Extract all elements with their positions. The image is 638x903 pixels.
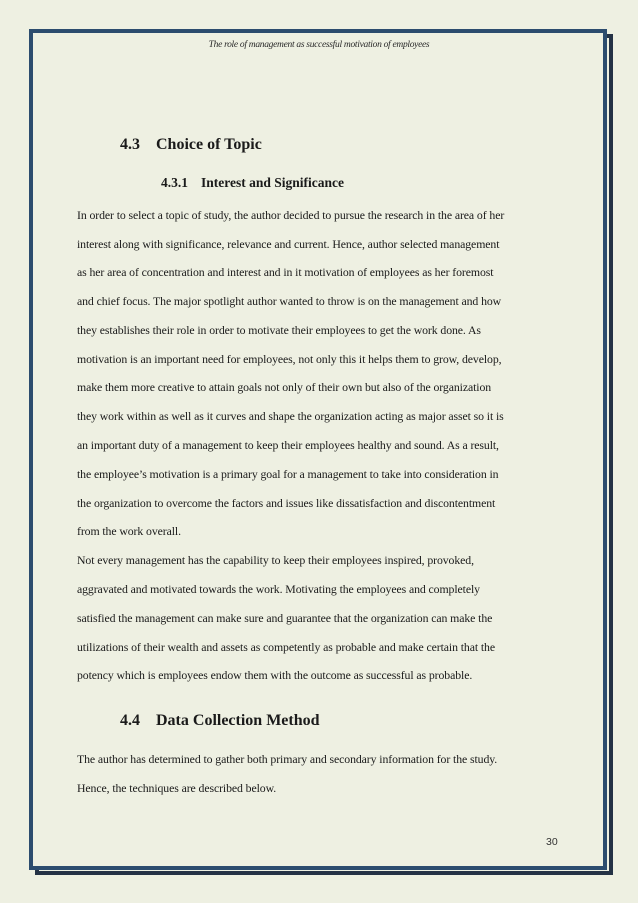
section-title: Data Collection Method — [156, 712, 320, 729]
body-line: the organization to overcome the factors and issues like dissatisfaction and discontentment — [77, 496, 496, 510]
body-line: Hence, the techniques are described below. — [77, 781, 277, 795]
body-line: satisfied the management can make sure and guarantee that the organization can make the — [77, 611, 493, 625]
body-line: potency which is employees endow them with the outcome as successful as probable. — [77, 668, 473, 682]
body-line: from the work overall. — [77, 524, 181, 538]
subsection-number: 4.3.1 — [161, 175, 188, 190]
body-line: utilizations of their wealth and assets as competently as probable and make certain that the — [77, 640, 495, 654]
body-line: an important duty of a management to keep their employees healthy and sound. As a result, — [77, 438, 499, 452]
body-line: the employee’s motivation is a primary goal for a management to take into consideration in — [77, 467, 499, 481]
body-line: they establishes their role in order to motivate their employees to get the work done. As — [77, 323, 481, 337]
body-line: In order to select a topic of study, the author decided to pursue the research in the area of her — [77, 208, 505, 222]
section-number: 4.4 — [120, 712, 140, 729]
body-line: The author has determined to gather both primary and secondary information for the study. — [77, 752, 498, 766]
section-title: Choice of Topic — [156, 136, 262, 153]
body-line: make them more creative to attain goals not only of their own but also of the organization — [77, 380, 492, 394]
body-line: as her area of concentration and interest and in it motivation of employees as her foremost — [77, 265, 494, 279]
body-line: motivation is an important need for employees, not only this it helps them to grow, develop, — [77, 352, 502, 366]
section-heading-4-4 — [120, 712, 320, 730]
body-line: and chief focus. The major spotlight author wanted to throw is on the management and how — [77, 294, 502, 308]
section-number: 4.3 — [120, 136, 140, 153]
subsection-heading-4-3-1 — [161, 175, 344, 191]
page-number: 30 — [546, 836, 558, 848]
body-line: they work within as well as it curves and shape the organization acting as major asset so it is — [77, 409, 504, 423]
body-line: interest along with significance, relevance and current. Hence, author selected management — [77, 237, 500, 251]
section-heading-4-3 — [120, 136, 262, 154]
subsection-title: Interest and Significance — [201, 175, 345, 190]
body-line: aggravated and motivated towards the work. Motivating the employees and completely — [77, 582, 480, 596]
running-header: The role of management as successful motivation of employees — [208, 40, 430, 50]
body-line: Not every management has the capability to keep their employees inspired, provoked, — [77, 553, 474, 567]
